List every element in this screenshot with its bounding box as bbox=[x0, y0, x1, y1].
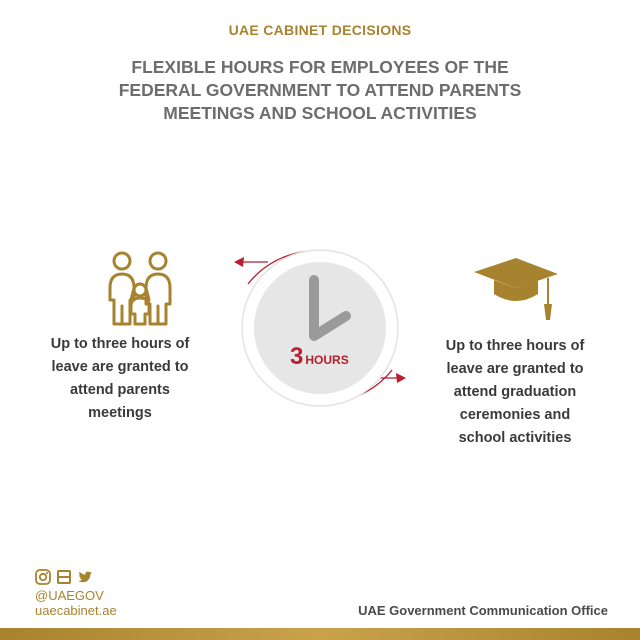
description-line: school activities bbox=[458, 430, 572, 446]
instagram-icon[interactable] bbox=[35, 569, 51, 585]
description-line: Up to three hours of bbox=[445, 338, 585, 354]
social-icons bbox=[35, 569, 93, 585]
office-name: UAE Government Communication Office bbox=[358, 603, 608, 618]
parents-meeting-description bbox=[40, 333, 200, 425]
description-line: attend parents bbox=[70, 382, 170, 398]
header-title: UAE CABINET DECISIONS bbox=[228, 22, 412, 38]
graduation-cap-icon bbox=[470, 254, 560, 326]
hours-number: 3 bbox=[290, 343, 304, 370]
description-line: leave are granted to bbox=[446, 361, 584, 377]
bottom-bar bbox=[0, 628, 640, 640]
clock-icon bbox=[220, 236, 420, 416]
hours-word: HOURS bbox=[305, 353, 349, 367]
graduation-description bbox=[430, 335, 600, 450]
description-line: ceremonies and bbox=[459, 407, 571, 423]
headline-line: FEDERAL GOVERNMENT TO ATTEND PARENTS bbox=[118, 80, 522, 100]
description-line: meetings bbox=[88, 405, 152, 421]
website-link[interactable]: uaecabinet.ae bbox=[35, 603, 117, 618]
headline-line: MEETINGS AND SCHOOL ACTIVITIES bbox=[163, 103, 477, 123]
headline bbox=[70, 56, 570, 125]
description-line: Up to three hours of bbox=[50, 336, 190, 352]
description-line: leave are granted to bbox=[51, 359, 189, 375]
hours-label bbox=[290, 343, 370, 371]
family-icon bbox=[100, 248, 180, 328]
youtube-icon[interactable] bbox=[56, 569, 72, 585]
social-handle: @UAEGOV bbox=[35, 588, 104, 603]
headline-line: FLEXIBLE HOURS FOR EMPLOYEES OF THE bbox=[131, 57, 509, 77]
description-line: attend graduation bbox=[453, 384, 577, 400]
twitter-icon[interactable] bbox=[77, 569, 93, 585]
